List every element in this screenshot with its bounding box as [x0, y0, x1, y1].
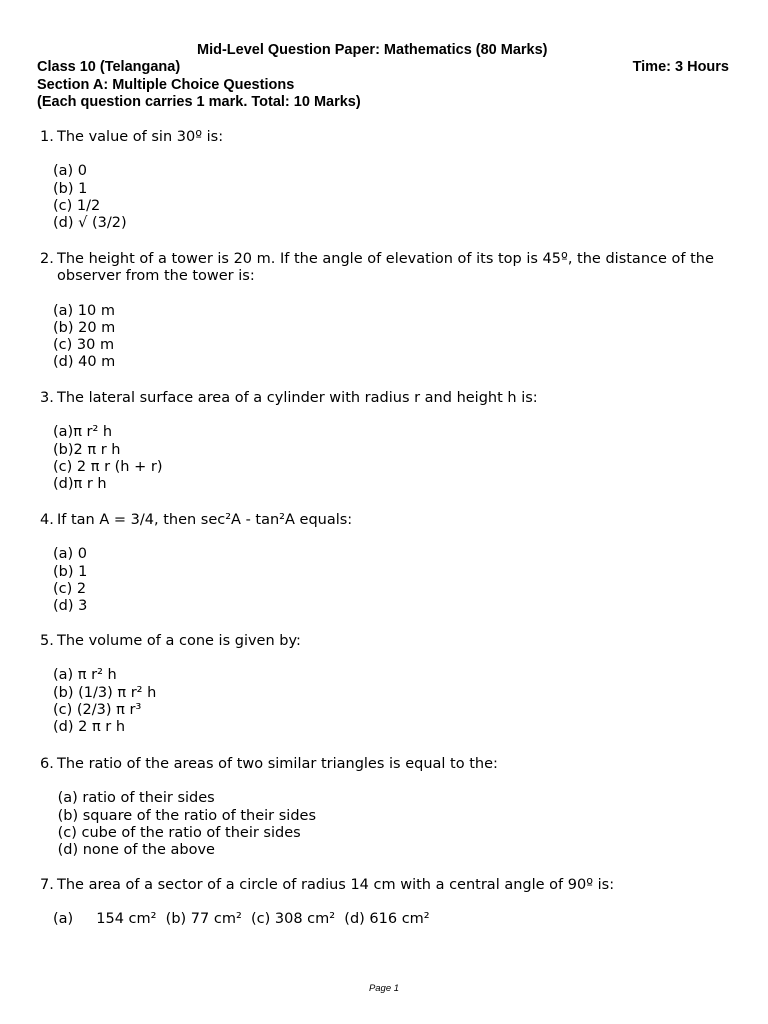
option: (c) 30 m [53, 337, 115, 354]
inline-options: (a) 154 cm² (b) 77 cm² (c) 308 cm² (d) 616 cm² [53, 911, 430, 928]
option: (a) 10 m [53, 302, 115, 319]
question-text: The value of sin 30º is: [57, 129, 224, 145]
option: (d)π r h [53, 476, 107, 493]
time-label: Time: 3 Hours [632, 59, 729, 75]
question-number: 1. [40, 129, 54, 145]
option: (a) 0 [53, 163, 88, 180]
section-title: Section A: Multiple Choice Questions [37, 77, 295, 93]
option: (a) 0 [53, 546, 88, 563]
question-text: The ratio of the areas of two similar triangles is equal to the: [57, 756, 498, 772]
option: (c) (2/3) π r³ [53, 701, 142, 718]
option: (d) 2 π r h [53, 719, 126, 736]
question-text: The area of a sector of a circle of radius 14 cm with a central angle of 90º is: [57, 877, 615, 893]
paper-title: Mid-Level Question Paper: Mathematics (80 Marks) [197, 42, 548, 58]
option: (d) none of the above [53, 842, 215, 859]
marks-note: (Each question carries 1 mark. Total: 10 Marks) [37, 94, 361, 110]
page-number: Page 1 [368, 983, 400, 994]
question-number: 2. [40, 251, 54, 267]
option: (a) ratio of their sides [53, 790, 215, 807]
question-number: 5. [40, 633, 54, 649]
option: (d) 40 m [53, 354, 116, 371]
option: (b) square of the ratio of their sides [53, 807, 317, 824]
question-number: 6. [40, 756, 54, 772]
question-number: 7. [40, 877, 54, 893]
option: (a) π r² h [53, 667, 117, 684]
question-4 [40, 512, 730, 615]
option: (b) 1 [53, 563, 88, 580]
question-3 [40, 390, 730, 493]
question-6 [40, 756, 730, 859]
option: (c) 2 [53, 580, 87, 597]
option: (b)2 π r h [53, 441, 121, 458]
question-text: If tan A = 3/4, then sec²A - tan²A equals: [57, 512, 353, 528]
option: (c) 2 π r (h + r) [53, 458, 163, 475]
question-text: The lateral surface area of a cylinder with radius r and height h is: [57, 390, 538, 406]
option: (d) 3 [53, 598, 88, 615]
question-5 [40, 633, 730, 736]
option: (b) 20 m [53, 319, 116, 336]
question-number: 3. [40, 390, 54, 406]
option: (b) (1/3) π r² h [53, 684, 157, 701]
question-number: 4. [40, 512, 54, 528]
question-text: The volume of a cone is given by: [57, 633, 301, 649]
option: (c) cube of the ratio of their sides [53, 824, 301, 841]
option: (b) 1 [53, 180, 88, 197]
question-7 [40, 877, 730, 929]
question-1 [40, 129, 730, 232]
option: (d) √ (3/2) [53, 215, 127, 232]
option: (c) 1/2 [53, 197, 101, 214]
question-2 [40, 251, 730, 372]
question-text: The height of a tower is 20 m. If the angle of elevation of its top is 45º, the distance of the observer from the tower is: [57, 251, 714, 285]
option: (a)π r² h [53, 424, 113, 441]
class-label: Class 10 (Telangana) [37, 59, 181, 75]
